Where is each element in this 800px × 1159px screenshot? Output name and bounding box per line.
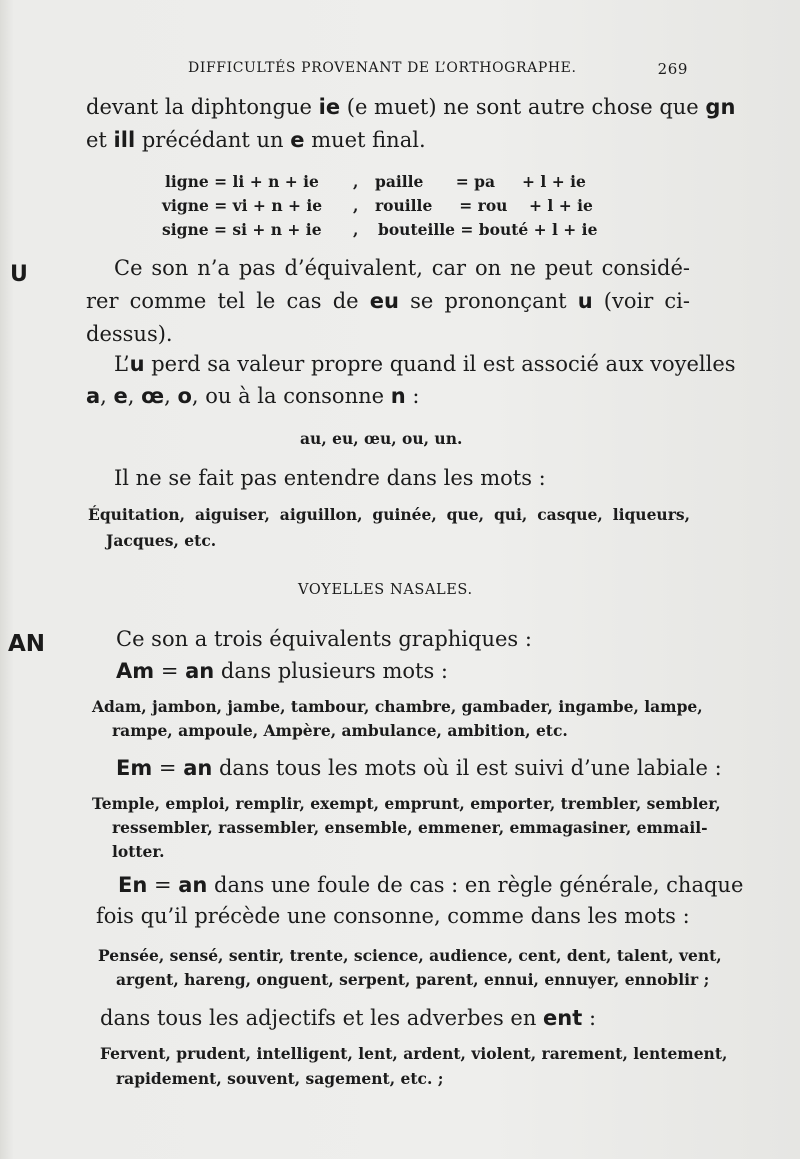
am-rule xyxy=(116,659,448,683)
intro-line-1 xyxy=(86,95,736,119)
em-words-line2: ressembler, rassembler, ensemble, emmener, emmagasiner, emmail- xyxy=(112,818,708,837)
equation-right-2: rouille = rou + l + ie xyxy=(375,196,593,215)
text: et xyxy=(86,128,114,152)
am-words-line2: rampe, ampoule, Ampère, ambulance, ambition, etc. xyxy=(112,721,568,740)
am-words-line1: Adam, jambon, jambe, tambour, chambre, gambader, ingambe, lampe, xyxy=(92,697,703,716)
margin-label-an: AN xyxy=(8,631,46,657)
section-heading: VOYELLES NASALES. xyxy=(298,582,473,598)
an-intro: Ce son a trois équivalents graphiques : xyxy=(116,627,532,651)
page-number: 269 xyxy=(657,60,688,78)
em-rule xyxy=(116,756,722,780)
bold-term: n xyxy=(390,384,406,408)
header-title: DIFFICULTÉS PROVENANT DE L’ORTHOGRAPHE. xyxy=(188,60,577,76)
text: précédant un xyxy=(135,128,291,152)
equation-sep-1: , xyxy=(353,172,359,191)
ent-rule xyxy=(100,1006,596,1030)
ent-words-line1: Fervent, prudent, intelligent, lent, ardent, violent, rarement, lentement, xyxy=(100,1044,728,1063)
em-words-line1: Temple, emploi, remplir, exempt, emprunt, emporter, trembler, sembler, xyxy=(92,794,721,813)
bold-term: an xyxy=(178,873,208,897)
text: L’ xyxy=(114,352,130,376)
text: devant la diphtongue xyxy=(86,95,319,119)
text: (e muet) ne sont autre chose que xyxy=(340,95,706,119)
equation-sep-3: , xyxy=(353,220,359,239)
bold-term: u xyxy=(577,289,593,313)
u-examples: au, eu, œu, ou, un. xyxy=(300,429,463,448)
ent-words-line2: rapidement, souvent, sagement, etc. ; xyxy=(116,1069,444,1088)
equation-sep-2: , xyxy=(353,196,359,215)
bold-term: u xyxy=(129,352,145,376)
text: perd sa valeur propre quand il est associé aux voyelles xyxy=(144,352,736,376)
bold-term: ent xyxy=(543,1006,583,1030)
u-para1-line1: Ce son n’a pas d’équivalent, car on ne peut considé- xyxy=(114,256,690,280)
en-rule-line2: fois qu’il précède une consonne, comme dans les mots : xyxy=(96,904,690,928)
u-words-line2: Jacques, etc. xyxy=(106,531,217,550)
bold-term: Em xyxy=(116,756,153,780)
equation-left-1: ligne = li + n + ie xyxy=(165,172,319,191)
u-para1-line3: dessus). xyxy=(86,322,173,346)
bold-term: an xyxy=(185,659,215,683)
u-para3: Il ne se fait pas entendre dans les mots : xyxy=(114,466,546,490)
em-words-line3: lotter. xyxy=(112,842,165,861)
text: dans une foule de cas : en règle générale, chaque xyxy=(207,873,744,897)
text: = xyxy=(152,756,184,780)
u-para2-line2: a, e, œ, o, ou à la consonne n : xyxy=(86,384,420,408)
bold-term: e xyxy=(113,384,128,408)
text: dans tous les mots où il est suivi d’une labiale : xyxy=(212,756,722,780)
bold-term: Am xyxy=(116,659,155,683)
text: (voir ci- xyxy=(592,289,690,313)
bold-term: ill xyxy=(113,128,136,152)
text: = xyxy=(154,659,186,683)
running-header xyxy=(188,60,688,76)
equation-left-2: vigne = vi + n + ie xyxy=(162,196,323,215)
text: = xyxy=(147,873,179,897)
bold-term: œ xyxy=(141,384,165,408)
text: se prononçant xyxy=(398,289,578,313)
bold-term: ie xyxy=(318,95,341,119)
bold-term: e xyxy=(290,128,305,152)
text: : xyxy=(405,384,420,408)
en-words-line2: argent, hareng, onguent, serpent, parent, ennui, ennuyer, ennoblir ; xyxy=(116,970,710,989)
margin-label-u: U xyxy=(10,262,28,287)
text: dans tous les adjectifs et les adverbes en xyxy=(100,1006,544,1030)
intro-line-2 xyxy=(86,128,426,152)
bold-term: a xyxy=(86,384,101,408)
u-para2-line1 xyxy=(114,352,736,376)
u-words-line1: Équitation, aiguiser, aiguillon, guinée, que, qui, casque, liqueurs, xyxy=(88,505,690,524)
text: muet final. xyxy=(304,128,426,152)
en-words-line1: Pensée, sensé, sentir, trente, science, audience, cent, dent, talent, vent, xyxy=(98,946,722,965)
equation-left-3: signe = si + n + ie xyxy=(162,220,322,239)
en-rule-line1 xyxy=(118,873,744,897)
bold-term: an xyxy=(183,756,213,780)
bold-term: En xyxy=(118,873,148,897)
u-para1-line2 xyxy=(86,289,690,313)
text: : xyxy=(582,1006,597,1030)
text: , ou à la consonne xyxy=(191,384,391,408)
text: rer comme tel le cas de xyxy=(86,289,370,313)
equation-right-1: paille = pa + l + ie xyxy=(375,172,586,191)
bold-term: eu xyxy=(369,289,399,313)
equation-right-3: bouteille = bouté + l + ie xyxy=(378,220,598,239)
text: dans plusieurs mots : xyxy=(214,659,448,683)
bold-term: o xyxy=(177,384,192,408)
bold-term: gn xyxy=(705,95,736,119)
